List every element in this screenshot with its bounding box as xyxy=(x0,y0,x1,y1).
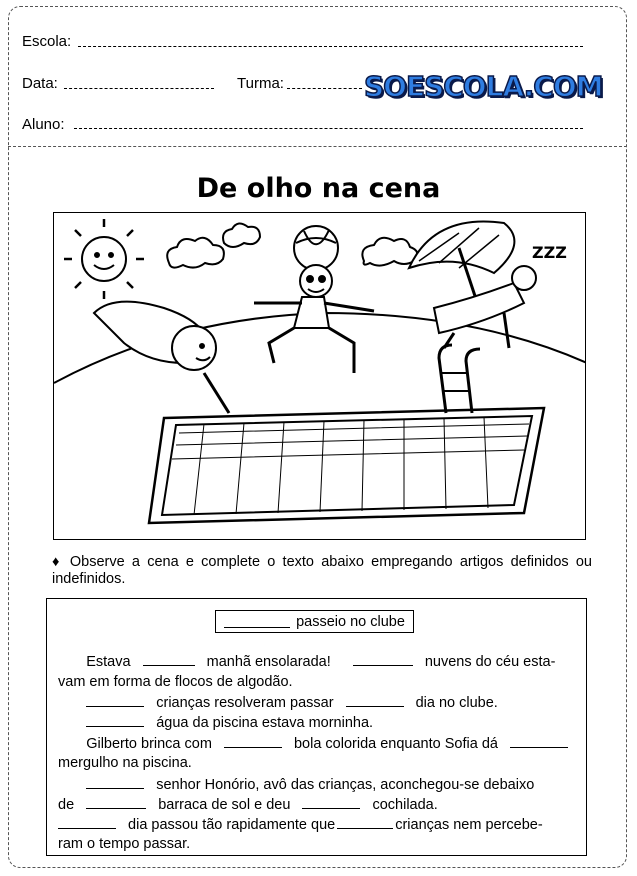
answer-blank[interactable] xyxy=(302,796,360,809)
student-field[interactable] xyxy=(74,128,583,129)
bullet-icon: ♦ xyxy=(52,554,63,570)
exercise-line: ram o tempo passar. xyxy=(58,836,191,852)
exercise-title-text: passeio no clube xyxy=(296,613,405,630)
sun-icon xyxy=(64,219,144,299)
exercise-line: Gilberto brinca com bola colorida enquanto Sofia dá xyxy=(58,735,576,752)
date-label: Data: xyxy=(22,75,58,92)
instruction-body: Observe a cena e complete o texto abaixo empregando artigos definidos ou indefinidos. xyxy=(52,554,592,587)
scene-illustration xyxy=(53,212,586,540)
school-field[interactable] xyxy=(78,46,583,47)
svg-text:ZZZ: ZZZ xyxy=(532,243,567,262)
answer-blank[interactable] xyxy=(510,735,568,748)
answer-blank[interactable] xyxy=(224,615,290,628)
page-title: De olho na cena xyxy=(196,173,441,204)
exercise-line: vam em forma de flocos de algodão. xyxy=(58,674,293,690)
answer-blank[interactable] xyxy=(337,816,393,829)
cloud-icon xyxy=(167,223,417,267)
answer-blank[interactable] xyxy=(86,776,144,789)
instruction-text xyxy=(52,554,592,588)
class-field[interactable] xyxy=(287,88,362,89)
exercise-line: dia passou tão rapidamente que crianças nem percebe- xyxy=(58,816,576,833)
answer-blank[interactable] xyxy=(86,796,146,809)
exercise-line: Estava manhã ensolarada! nuvens do céu esta- xyxy=(86,654,556,670)
exercise-line: água da piscina estava morninha. xyxy=(58,714,576,731)
sleep-icon xyxy=(532,243,567,262)
school-label: Escola: xyxy=(22,33,72,50)
exercise-line: crianças resolveram passar dia no clube. xyxy=(58,694,576,711)
answer-blank[interactable] xyxy=(346,694,404,707)
answer-blank[interactable] xyxy=(143,653,195,666)
header-divider xyxy=(8,146,627,147)
student-label: Aluno: xyxy=(22,116,65,133)
site-logo: SOESCOLA.COM xyxy=(364,70,603,103)
pool-icon xyxy=(149,345,544,523)
exercise-line: de barraca de sol e deu cochilada. xyxy=(58,797,438,813)
date-field[interactable] xyxy=(64,88,214,89)
exercise-line: senhor Honório, avô das crianças, aconchegou-se debaixo xyxy=(58,776,576,793)
answer-blank[interactable] xyxy=(86,694,144,707)
exercise-title xyxy=(215,610,414,633)
exercise-line: mergulho na piscina. xyxy=(58,755,192,771)
class-label: Turma: xyxy=(237,75,284,92)
answer-blank[interactable] xyxy=(86,714,144,727)
answer-blank[interactable] xyxy=(353,653,413,666)
answer-blank[interactable] xyxy=(224,735,282,748)
beach-ball-icon xyxy=(294,226,338,270)
answer-blank[interactable] xyxy=(58,816,116,829)
